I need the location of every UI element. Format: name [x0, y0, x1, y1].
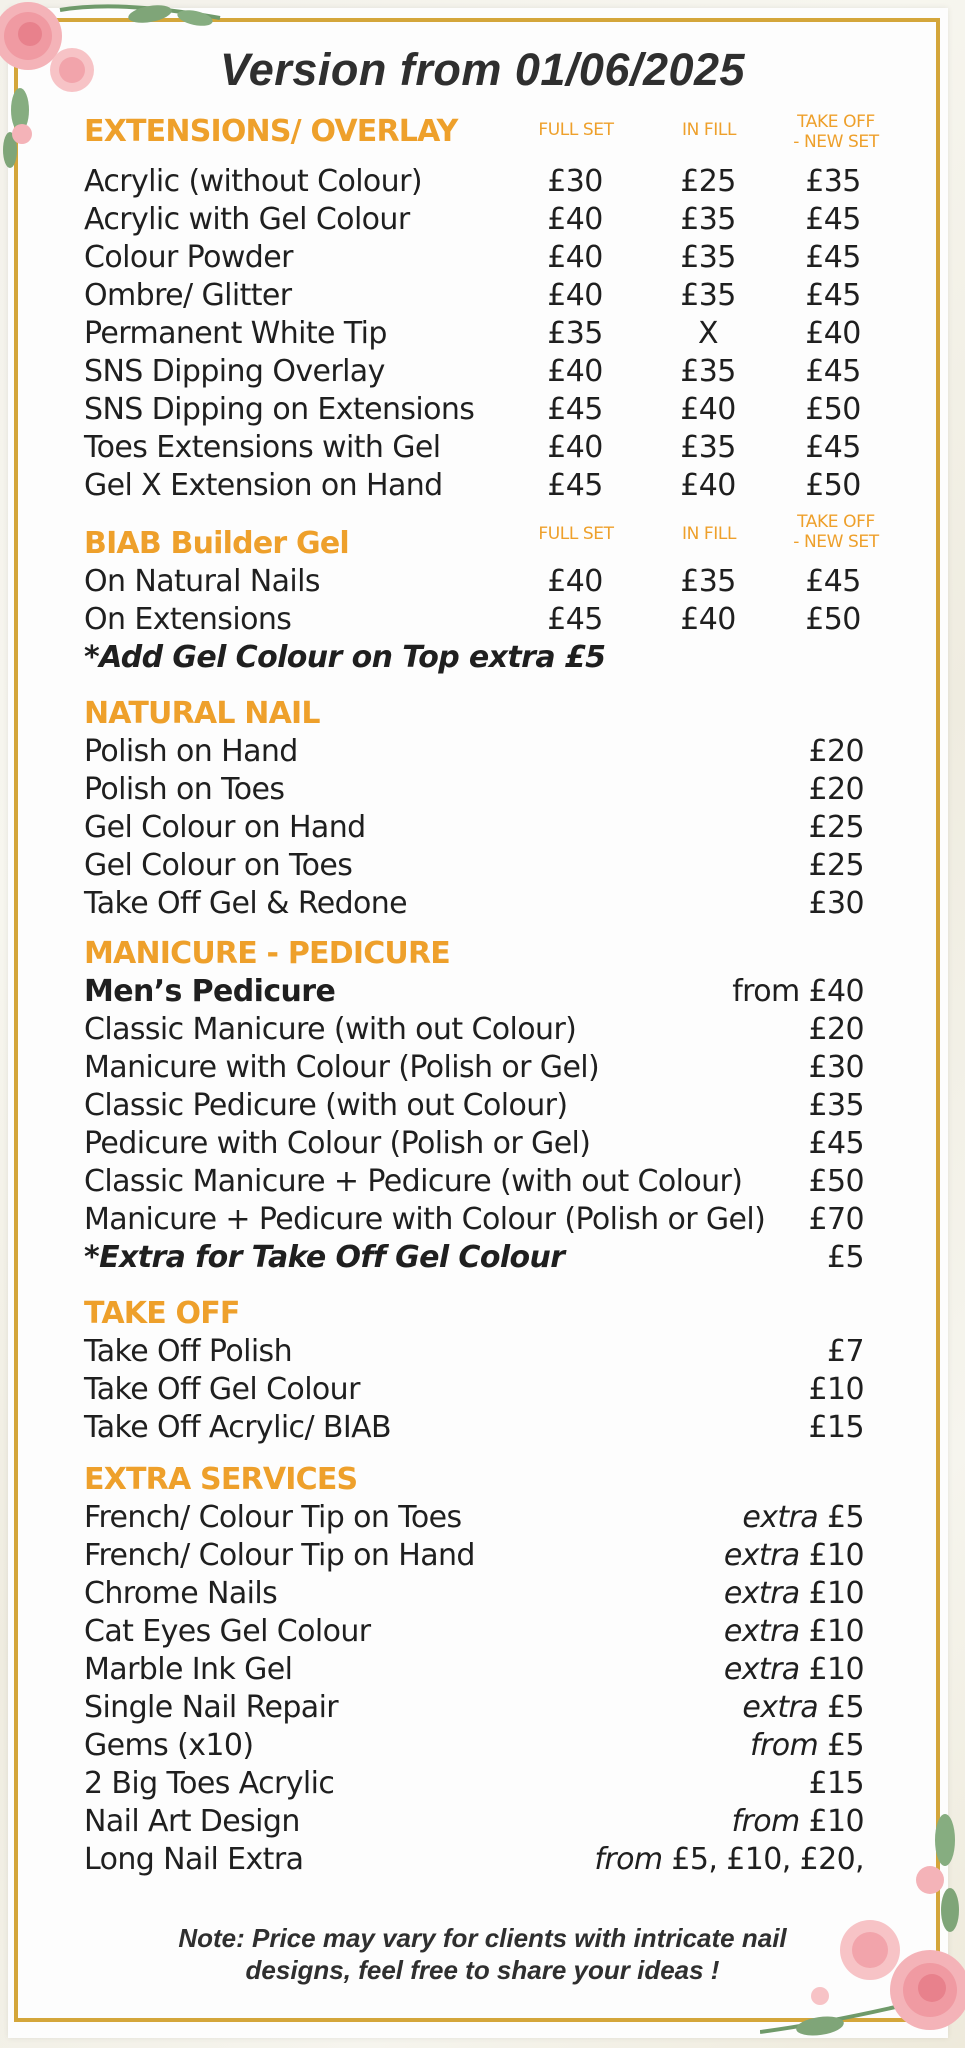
column-header-full-set: FULL SET — [538, 120, 614, 140]
price-take-off: £45 — [805, 202, 861, 237]
price-prefix: from — [594, 1842, 663, 1877]
price: £25 — [808, 810, 864, 845]
service-name: Take Off Polish — [84, 1334, 293, 1369]
column-header-full-set: FULL SET — [538, 524, 614, 544]
service-name: Polish on Toes — [84, 772, 285, 807]
price-in-fill: £35 — [680, 202, 736, 237]
price: £5 — [827, 1240, 864, 1275]
service-name: On Natural Nails — [84, 564, 320, 599]
list-item — [84, 1690, 864, 1728]
list-item — [84, 734, 864, 772]
service-name: Polish on Hand — [84, 734, 298, 769]
price-full-set: £40 — [547, 354, 603, 389]
price-prefix: from — [731, 1804, 800, 1839]
price-in-fill: £35 — [680, 278, 736, 313]
price-take-off: £45 — [805, 278, 861, 313]
price — [750, 1728, 864, 1763]
list-item — [84, 772, 864, 810]
list-item — [84, 886, 864, 924]
price-take-off: £40 — [805, 316, 861, 351]
price: £70 — [808, 1202, 864, 1237]
service-name: Colour Powder — [84, 240, 293, 275]
price-value: £10 — [808, 1652, 864, 1687]
service-name: Gel Colour on Hand — [84, 810, 366, 845]
price-prefix: extra — [723, 1614, 800, 1649]
list-item — [84, 1652, 864, 1690]
list-item — [84, 848, 864, 886]
service-name: Take Off Acrylic/ BIAB — [84, 1410, 392, 1445]
price-in-fill: £35 — [680, 564, 736, 599]
price-value: £5 — [827, 1500, 864, 1535]
list-item — [84, 1842, 864, 1880]
list-item — [84, 602, 864, 640]
column-header-take-off-line1: TAKE OFF — [797, 512, 875, 532]
price: £15 — [808, 1410, 864, 1445]
service-name: Classic Pedicure (with out Colour) — [84, 1088, 568, 1123]
price-take-off: £35 — [805, 164, 861, 199]
service-name: Cat Eyes Gel Colour — [84, 1614, 371, 1649]
service-name: Toes Extensions with Gel — [84, 430, 441, 465]
service-name: Chrome Nails — [84, 1576, 278, 1611]
price-in-fill: £35 — [680, 430, 736, 465]
price — [732, 1804, 864, 1839]
price-full-set: £40 — [547, 202, 603, 237]
price-take-off: £50 — [805, 602, 861, 637]
price: £45 — [808, 1126, 864, 1161]
list-item — [84, 1538, 864, 1576]
footer-note-line1: Note: Price may vary for clients with intricate nail — [178, 1923, 787, 1953]
price: £20 — [808, 734, 864, 769]
list-item — [84, 316, 864, 354]
list-item — [84, 1500, 864, 1538]
service-name: *Extra for Take Off Gel Colour — [84, 1240, 565, 1275]
price-take-off: £45 — [805, 240, 861, 275]
price-value: £5 — [827, 1690, 864, 1725]
service-name: Single Nail Repair — [84, 1690, 339, 1725]
service-name: Manicure + Pedicure with Colour (Polish or Gel) — [84, 1202, 766, 1237]
service-name: French/ Colour Tip on Hand — [84, 1538, 475, 1573]
column-header-take-off-line2: - NEW SET — [793, 532, 879, 552]
biab-note: *Add Gel Colour on Top extra £5 — [84, 640, 606, 675]
column-header-take-off — [776, 112, 896, 152]
service-name: Gems (x10) — [84, 1728, 254, 1763]
service-name: Manicure with Colour (Polish or Gel) — [84, 1050, 600, 1085]
price-in-fill: £25 — [680, 164, 736, 199]
price-prefix: from — [750, 1728, 819, 1763]
price — [742, 1690, 864, 1725]
price-take-off: £45 — [805, 430, 861, 465]
list-item — [84, 1614, 864, 1652]
service-name: Gel X Extension on Hand — [84, 468, 443, 503]
price: £50 — [808, 1164, 864, 1199]
list-item — [84, 1012, 864, 1050]
section-heading-natural-nail: NATURAL NAIL — [84, 696, 320, 731]
section-heading-extra-services: EXTRA SERVICES — [84, 1462, 358, 1497]
list-item — [84, 240, 864, 278]
service-name: French/ Colour Tip on Toes — [84, 1500, 462, 1535]
service-name: Long Nail Extra — [84, 1842, 304, 1877]
price-in-fill: £35 — [680, 240, 736, 275]
price: £30 — [808, 1050, 864, 1085]
service-name: 2 Big Toes Acrylic — [84, 1766, 335, 1801]
price: £7 — [827, 1334, 864, 1369]
price: from £40 — [732, 974, 864, 1009]
column-header-in-fill: IN FILL — [681, 120, 737, 140]
price: £10 — [808, 1372, 864, 1407]
service-name: Ombre/ Glitter — [84, 278, 292, 313]
list-item — [84, 810, 864, 848]
price-value: £5, £10, £20, — [671, 1842, 864, 1877]
service-name: Classic Manicure + Pedicure (with out Colour) — [84, 1164, 743, 1199]
service-name: Classic Manicure (with out Colour) — [84, 1012, 577, 1047]
price-in-fill: £35 — [680, 354, 736, 389]
list-item — [84, 1334, 864, 1372]
price: £15 — [808, 1766, 864, 1801]
price: £20 — [808, 1012, 864, 1047]
service-name: Marble Ink Gel — [84, 1652, 293, 1687]
price — [742, 1500, 864, 1535]
price-prefix: extra — [723, 1538, 800, 1573]
price-full-set: £45 — [547, 392, 603, 427]
list-item — [84, 354, 864, 392]
list-item — [84, 1126, 864, 1164]
column-header-take-off — [776, 512, 896, 552]
price-full-set: £45 — [547, 468, 603, 503]
list-item — [84, 1766, 864, 1804]
section-heading-take-off: TAKE OFF — [84, 1296, 240, 1331]
price-full-set: £40 — [547, 240, 603, 275]
price-in-fill: £40 — [680, 602, 736, 637]
service-name: Take Off Gel & Redone — [84, 886, 408, 921]
list-item — [84, 430, 864, 468]
list-item — [84, 278, 864, 316]
service-name: SNS Dipping Overlay — [84, 354, 385, 389]
list-item — [84, 1050, 864, 1088]
price-prefix: extra — [742, 1690, 819, 1725]
price-prefix: extra — [742, 1500, 819, 1535]
price: £30 — [808, 886, 864, 921]
column-header-in-fill: IN FILL — [681, 524, 737, 544]
section-heading-manicure-pedicure: MANICURE - PEDICURE — [84, 936, 450, 971]
price-take-off: £45 — [805, 564, 861, 599]
service-name: Permanent White Tip — [84, 316, 387, 351]
price: £20 — [808, 772, 864, 807]
price-in-fill: £40 — [680, 392, 736, 427]
price-value: £5 — [827, 1728, 864, 1763]
list-item — [84, 564, 864, 602]
list-item — [84, 1576, 864, 1614]
price-in-fill: X — [698, 316, 718, 351]
price-full-set: £40 — [547, 430, 603, 465]
list-item — [84, 1202, 864, 1240]
price-value: £10 — [808, 1576, 864, 1611]
price — [724, 1614, 864, 1649]
price-value: £10 — [808, 1804, 864, 1839]
price — [594, 1842, 864, 1877]
list-item — [84, 1240, 864, 1278]
price — [724, 1652, 864, 1687]
service-name: Acrylic (without Colour) — [84, 164, 422, 199]
price-value: £10 — [808, 1538, 864, 1573]
price: £25 — [808, 848, 864, 883]
price-prefix: extra — [723, 1652, 800, 1687]
price-in-fill: £40 — [680, 468, 736, 503]
service-name: SNS Dipping on Extensions — [84, 392, 475, 427]
price-take-off: £50 — [805, 468, 861, 503]
price-take-off: £50 — [805, 392, 861, 427]
list-item — [84, 1164, 864, 1202]
price — [724, 1576, 864, 1611]
price — [724, 1538, 864, 1573]
list-item — [84, 1804, 864, 1842]
section-heading-biab: BIAB Builder Gel — [84, 526, 349, 561]
service-name: Take Off Gel Colour — [84, 1372, 360, 1407]
list-item — [84, 202, 864, 240]
price-full-set: £45 — [547, 602, 603, 637]
list-item — [84, 1372, 864, 1410]
price-full-set: £35 — [547, 316, 603, 351]
section-heading-extensions: EXTENSIONS/ OVERLAY — [84, 114, 458, 149]
footer-note-line2: designs, feel free to share your ideas ! — [245, 1955, 720, 1985]
price-value: £10 — [808, 1614, 864, 1649]
price-prefix: extra — [723, 1576, 800, 1611]
service-name: On Extensions — [84, 602, 292, 637]
service-name: Pedicure with Colour (Polish or Gel) — [84, 1126, 591, 1161]
list-item — [84, 164, 864, 202]
price-full-set: £30 — [547, 164, 603, 199]
price-full-set: £40 — [547, 564, 603, 599]
list-item — [84, 640, 864, 678]
price-full-set: £40 — [547, 278, 603, 313]
list-item — [84, 1728, 864, 1766]
list-item — [84, 392, 864, 430]
service-name: Men’s Pedicure — [84, 974, 336, 1009]
page-title: Version from 01/06/2025 — [219, 44, 746, 95]
price: £35 — [808, 1088, 864, 1123]
list-item — [84, 974, 864, 1012]
column-header-take-off-line2: - NEW SET — [793, 132, 879, 152]
list-item — [84, 1410, 864, 1448]
service-name: Gel Colour on Toes — [84, 848, 353, 883]
list-item — [84, 1088, 864, 1126]
footer-note — [0, 1922, 965, 1986]
list-item — [84, 468, 864, 506]
service-name: Nail Art Design — [84, 1804, 300, 1839]
column-header-take-off-line1: TAKE OFF — [797, 112, 875, 132]
price-take-off: £45 — [805, 354, 861, 389]
service-name: Acrylic with Gel Colour — [84, 202, 410, 237]
